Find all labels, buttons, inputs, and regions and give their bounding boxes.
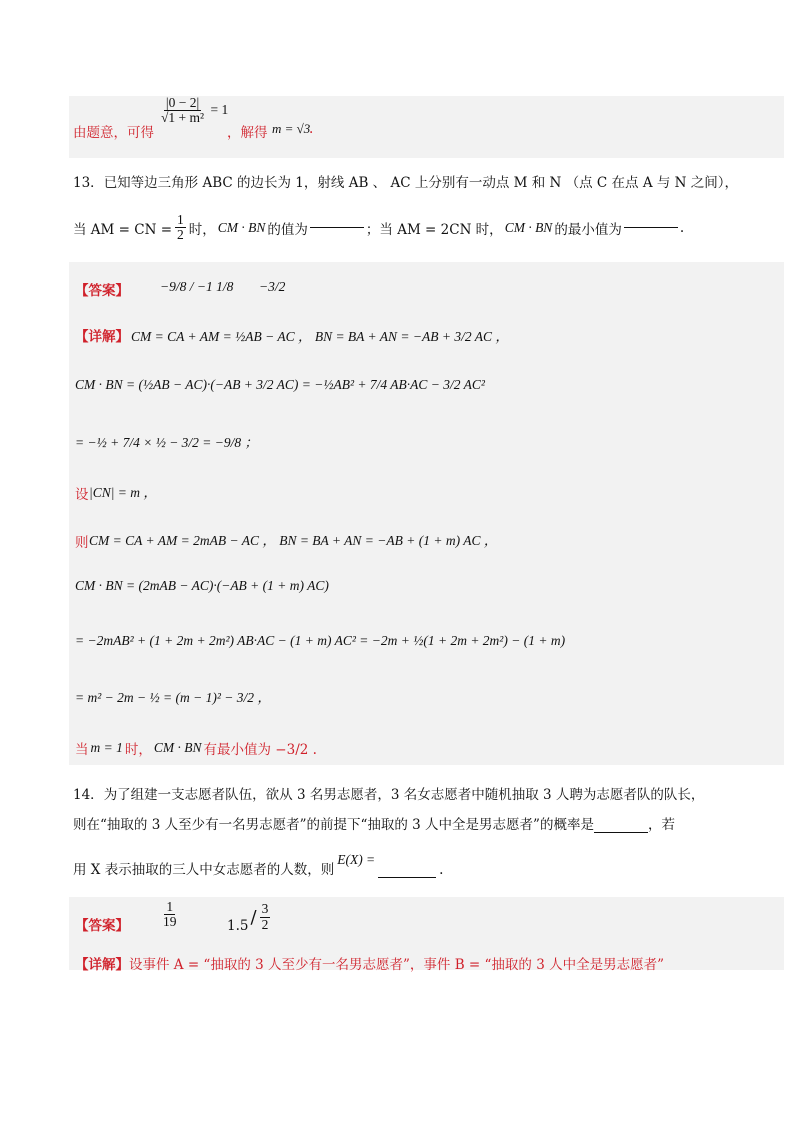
detail-13-tag: 【详解】 [75, 329, 129, 345]
answer-13-tag: 【答案】 [75, 283, 129, 299]
q13-line2 [73, 213, 684, 242]
q13-blank-2 [624, 227, 678, 228]
q13-blank-1 [310, 227, 364, 228]
q14-blank-2 [378, 877, 436, 878]
q13-number: 13． [73, 175, 104, 191]
answer-14-separator: / [250, 906, 257, 928]
detail-13-m-value: m = 1 [90, 740, 123, 755]
answer-14-frac-den: 2 [261, 916, 269, 932]
detail-13-line-7: = −2mAB² + (1 + 2m + 2m²) AB·AC − (1 + m) AC² = −2m + ½(1 + 2m + 2m²) − (1 + m) [75, 633, 566, 648]
solution-12-end: . [309, 121, 314, 137]
detail-14 [75, 953, 664, 973]
q13-end: . [679, 219, 685, 236]
solution-12-mid: ，解得 [227, 125, 268, 141]
q14-if: ，若 [647, 817, 675, 833]
q14-expectation: E(X) = [337, 852, 376, 867]
q13-min-value-is: 的最小值为 [554, 221, 622, 238]
q14-condition: 则在“抽取的 3 人至少有一名男志愿者”的前提下“抽取的 3 人中全是男志愿者”的概率是 [73, 817, 594, 833]
detail-13-line-8: = m² − 2m − ½ = (m − 1)² − 3/2 ， [75, 690, 271, 705]
q13-half-den: 2 [177, 227, 184, 243]
answer-14-num: 1 [166, 899, 174, 914]
detail-13-let-expr: |CN| = m ， [89, 485, 157, 500]
detail-13-when-2: 时， [124, 742, 152, 758]
detail-13-final-expr: CM · BN [153, 740, 202, 755]
q14-blank-1 [594, 832, 648, 833]
detail-13-line-6: CM · BN = (2mAB − AC)·(−AB + (1 + m) AC) [75, 578, 329, 593]
q13-text: 已知等边三角形 ABC 的边长为 1，射线 AB 、 AC 上分别有一动点 M 和 N （点 C 在点 A 与 N 之间）， [103, 175, 739, 191]
q14-line1 [73, 783, 704, 803]
q14-end: . [439, 862, 444, 878]
detail-13-line-9 [75, 738, 317, 758]
detail-13-then-label: 则 [75, 535, 89, 551]
detail-13-then-expr: CM = CA + AM = 2mAB − AC ， BN = BA + AN = −AB + (1 + m) AC ， [89, 533, 498, 548]
q13-line1 [73, 171, 738, 191]
q13-when: 时， [188, 221, 216, 238]
answer-14-value-2 [227, 900, 271, 934]
solution-12-result: m = √3 [272, 121, 311, 136]
q14-line2 [73, 813, 675, 833]
detail-14-text: 设事件 A = “抽取的 3 人至少有一名男志愿者”，事件 B = “抽取的 3 人中全是男志愿者” [129, 957, 664, 973]
solution-12-fraction [158, 96, 228, 125]
answer-13-value-1: −9/8 / −1 1/8 [160, 279, 234, 294]
detail-13-line-2: CM · BN = (½AB − AC)·(−AB + 3/2 AC) = −½AB² + 7/4 AB·AC − 3/2 AC² [75, 377, 485, 392]
q14-x-def: 用 X 表示抽取的三人中女志愿者的人数，则 [73, 862, 335, 878]
q14-text: 为了组建一支志愿者队伍，欲从 3 名男志愿者，3 名女志愿者中随机抽取 3 人聘为志愿者队的队长， [103, 787, 705, 803]
q13-value-is: 的值为 [267, 221, 308, 238]
detail-14-tag: 【详解】 [75, 957, 129, 973]
q13-condition: 当 AM = CN = [73, 221, 173, 238]
answer-14-den: 19 [163, 914, 177, 930]
solution-12-prefix: 由题意，可得 [73, 125, 154, 141]
detail-13-line-3: = −½ + 7/4 × ½ − 3/2 = −9/8 ； [75, 435, 259, 450]
q13-dot-product: CM · BN [217, 219, 266, 235]
q14-line3 [73, 852, 444, 878]
answer-14-decimal: 1.5 [227, 918, 249, 934]
answer-13-value-2: −3/2 [259, 279, 286, 294]
answer-14-value-1 [160, 900, 180, 929]
detail-13-let-label: 设 [75, 487, 89, 503]
fraction-denominator: √1 + m² [161, 110, 205, 126]
q13-dot-product-2: CM · BN [504, 219, 553, 235]
answer-14-frac-num: 3 [261, 901, 269, 917]
fraction-equals: = 1 [210, 101, 229, 117]
q13-second-condition: ；当 AM = 2CN 时， [365, 221, 503, 238]
fraction-numerator: |0 − 2| [165, 95, 200, 110]
answer-14-tag: 【答案】 [75, 918, 129, 934]
detail-13-line-1: CM = CA + AM = ½AB − AC ， BN = BA + AN = −AB + 3/2 AC ， [131, 329, 509, 344]
q13-half-num: 1 [177, 212, 184, 227]
q14-number: 14． [73, 787, 104, 803]
detail-13-when: 当 [75, 742, 89, 758]
detail-13-min-value: 有最小值为 −3/2 . [203, 742, 317, 758]
